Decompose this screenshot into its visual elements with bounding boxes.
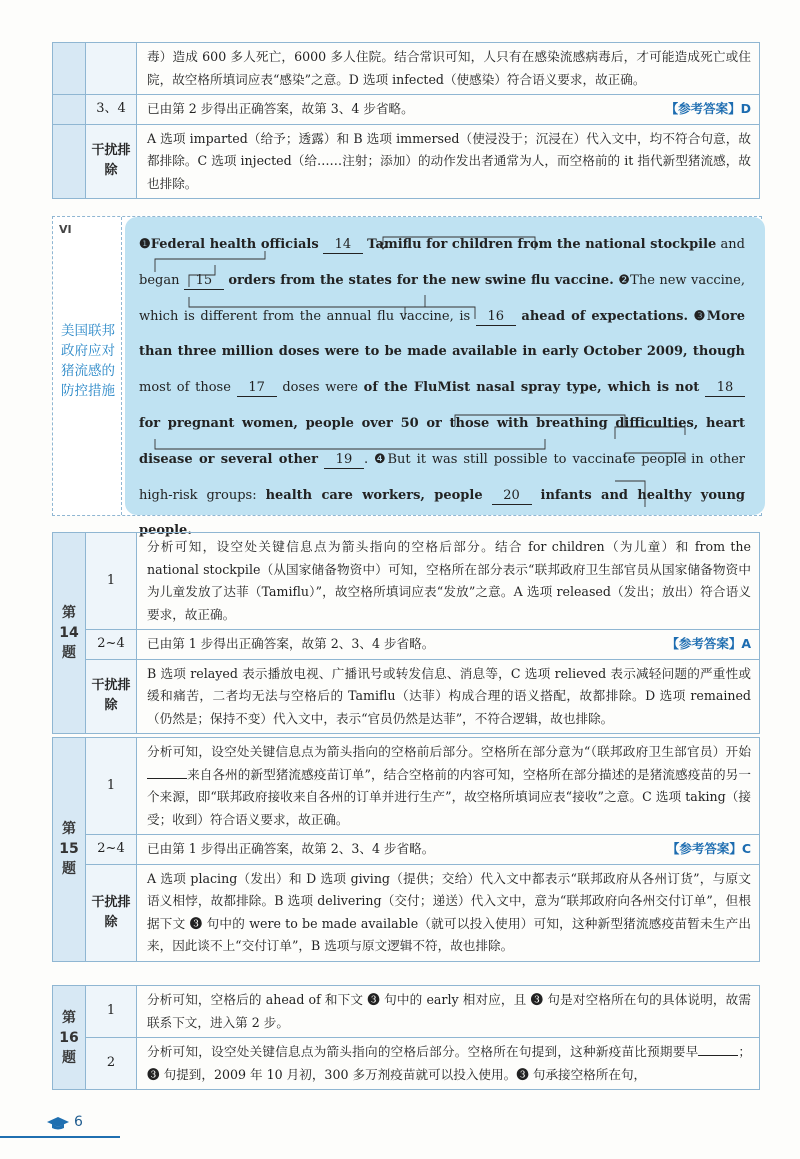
step-number: 1	[86, 986, 137, 1038]
question-15-table: 第 15 题 1 分析可知，设空处关键信息点为箭头指向的空格前后部分。空格所在部分意为“（联邦政府卫生部官员）开始来自各州的新型猪流感疫苗订单”，结合空格前的内容可知，空格所在部分描述的是猪流感疫苗的另一个来源，即“联邦政府接收来自各州的订单并进行生产”，故空格所填词应表“接收”之意。C 选项 taking（接受；收到）符合语义要求，故正确。 2~4 【参考答案】C 已由第 1 步得出正确答案，故第 2、3、4 步省略。 干扰排除 A 选项 placing（发出）和 D 选项 giving（提供；交给）代入文中都表示“联邦政府从各州订货”，与原文语义相悖，故都排除。B 选项 delivering（交付；递送）代入文中，意为“联邦政府向各州交付订单”，但根据下文 ❸ 句中的 were to be made available（就可以投入使用）可知，这种新型猪流感疫苗暂未生产出来，因此谈不上“交付订单”，B 选项与原文逻辑不符，故也排除。	[52, 737, 760, 962]
analysis-table-top	[52, 42, 760, 199]
passage-box	[125, 217, 765, 539]
question-16-table: 第 16 题 1 分析可知，空格后的 ahead of 和下文 ❸ 句中的 early 相对应，且 ❸ 句是对空格所在句的具体说明，故需联系下文，进入第 2 步。 2 分析可知，设空处关键信息点为箭头指向的空格后部分。空格所在句提到，这种新疫苗比预期要早 ；❸ 句提到，2009 年 10 月初，300 多万剂疫苗就可以投入使用。❸ 句承接空格所在句，	[52, 985, 760, 1090]
blank-18: 18	[705, 380, 745, 397]
table-label-cell	[53, 43, 86, 95]
step-text: 分析可知，设空处关键信息点为箭头指向的空格后部分。结合 for children（为儿童）和 from the national stockpile（从国家储备物资中）可知，空格所在部分表示“联邦政府卫生部官员从国家储备物资中为儿童发放了达菲（Tamiflu）”，故空格所填词应表“发放”之意。A 选项 released（发出；放出）符合语义要求，故正确。	[137, 533, 760, 630]
question-14-table	[52, 532, 760, 734]
answer-blank	[698, 1041, 738, 1056]
step-number: 1	[86, 533, 137, 630]
blank-14: 14	[323, 237, 363, 254]
distractor-text: A 选项 placing（发出）和 D 选项 giving（提供；交给）代入文中都表示“联邦政府从各州订货”，与原文语义相悖，故都排除。B 选项 delivering（交付；递送）代入文中，意为“联邦政府向各州交付订单”，但根据下文 ❸ 句中的 were to be made available（就可以投入使用）可知，这种新型猪流感疫苗暂未生产出来，因此谈不上“交付订单”，B 选项与原文逻辑不符，故也排除。	[137, 864, 760, 961]
blank-16: 16	[476, 309, 516, 326]
passage-side-panel	[53, 217, 122, 515]
section-topic: 美国联邦政府应对猪流感的防控措施	[61, 323, 115, 399]
step-number: 2	[86, 1038, 137, 1090]
reference-answer: 【参考答案】D	[665, 101, 751, 116]
graduation-cap-icon	[46, 1116, 70, 1132]
distractor-label: 干扰排除	[86, 659, 137, 734]
question-label: 第 14 题	[53, 533, 86, 734]
footer-rule	[0, 1136, 120, 1139]
question-label: 第 16 题	[53, 986, 86, 1090]
passage-section	[52, 216, 762, 539]
page-footer	[46, 1114, 106, 1134]
blank-17: 17	[237, 380, 277, 397]
step-text: 分析可知，空格后的 ahead of 和下文 ❸ 句中的 early 相对应，且 ❸ 句是对空格所在句的具体说明，故需联系下文，进入第 2 步。	[137, 986, 760, 1038]
page-number: 6	[74, 1114, 83, 1130]
answer-blank	[147, 764, 187, 779]
step-number: 3、4	[86, 95, 137, 125]
step-text: 已由第 1 步得出正确答案，故第 2、3、4 步省略。	[147, 636, 435, 651]
question-label: 第 15 题	[53, 738, 86, 962]
sentence-marker-4: ❹	[374, 451, 388, 467]
blank-20: 20	[492, 488, 532, 505]
step-text: 已由第 2 步得出正确答案，故第 3、4 步省略。	[147, 101, 414, 116]
analysis-text: 毒）造成 600 多人死亡，6000 多人住院。结合常识可知，人只有在感染流感病毒后，才可能造成死亡或住院，故空格所填词应表“感染”之意。D 选项 infected（使感染）符合语义要求，故正确。	[137, 43, 760, 95]
reference-answer: 【参考答案】C	[666, 841, 751, 856]
step-number: 1	[86, 738, 137, 835]
step-text: 已由第 1 步得出正确答案，故第 2、3、4 步省略。	[147, 841, 435, 856]
distractor-label: 干扰排除	[86, 124, 137, 199]
sentence-marker-1: ❶	[139, 237, 151, 252]
section-number: VI	[59, 223, 72, 236]
step-text: 分析可知，设空处关键信息点为箭头指向的空格前后部分。空格所在部分意为“（联邦政府卫生部官员）开始	[147, 744, 751, 759]
sentence-marker-2: ❷	[618, 272, 631, 288]
distractor-label: 干扰排除	[86, 864, 137, 961]
distractor-text: A 选项 imparted（给予；透露）和 B 选项 immersed（使浸没于；沉浸在）代入文中，均不符合句意，故都排除。C 选项 injected（给……注射；添加）的动作发出者通常为人，而空格前的 it 指代新型猪流感，故也排除。	[137, 124, 760, 199]
passage-text: ❶Federal health officials 14 Tamiflu for children from the national stockpile and began 15 orders from the states for the new swine flu vaccine. ❷The new vaccine, which is different from the annual flu vaccine, is 16 ahead of expectations. ❸More than three million doses were to be made available in early October 2009, though most of those 17 doses were of the FluMist nasal spray type, which is not 18 for pregnant women, people over 50 or those with breathing difficulties, heart disease or several other 19 . ❹But it was still possible to vaccinate people in other high-risk groups: health care workers, people 20 infants and healthy young people.	[139, 237, 745, 539]
blank-15: 15	[184, 273, 224, 290]
step-cell	[86, 43, 137, 95]
sentence-marker-3: ❸	[693, 308, 707, 324]
blank-19: 19	[324, 452, 364, 469]
step-text: 分析可知，设空处关键信息点为箭头指向的空格后部分。空格所在句提到，这种新疫苗比预期要早	[147, 1044, 699, 1059]
step-number: 2~4	[86, 630, 137, 660]
distractor-text: B 选项 relayed 表示播放电视、广播讯号或转发信息、消息等，C 选项 relieved 表示减轻问题的严重性或缓和痛苦，二者均无法与空格后的 Tamiflu（达菲）构成合理的语义搭配，故都排除。D 选项 remained（仍然是；保持不变）代入文中，表示“官员仍然是达菲”，不符合逻辑，故也排除。	[137, 659, 760, 734]
step-number: 2~4	[86, 835, 137, 865]
reference-answer: 【参考答案】A	[666, 636, 751, 651]
